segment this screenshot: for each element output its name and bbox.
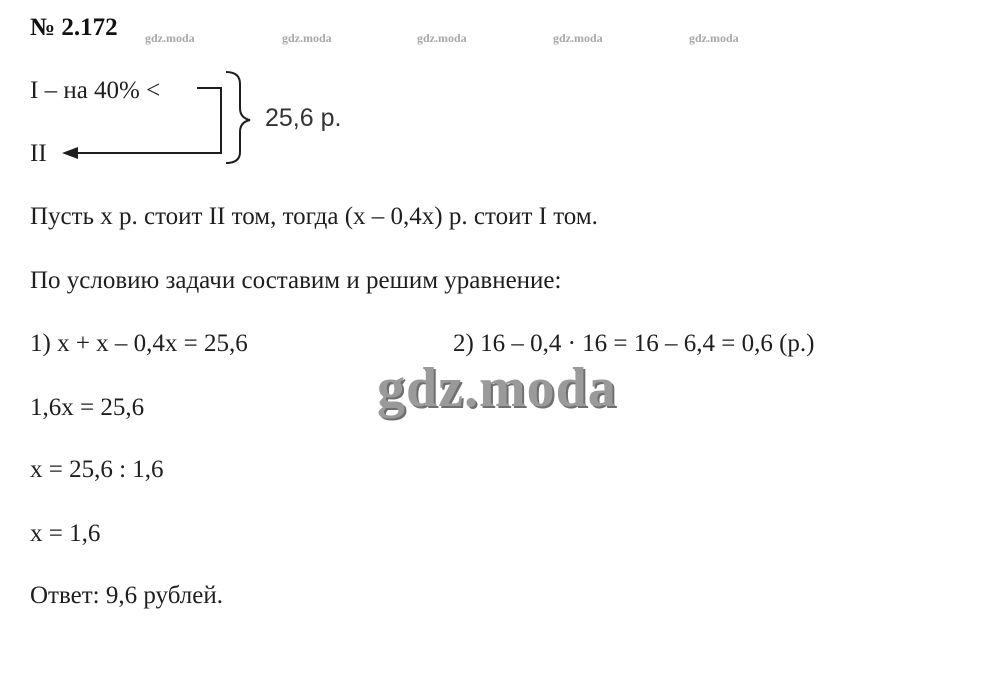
watermark-small: gdz.moda [553,31,603,45]
problem-number: № 2.172 [30,14,118,41]
equation-4: x = 25,6 : 1,6 [30,456,164,483]
watermark-small: gdz.moda [417,31,467,45]
arrow-head [62,147,78,159]
answer-text: Ответ: 9,6 рублей. [30,582,223,609]
watermark-small: gdz.moda [145,31,195,45]
diagram-row-second-volume: II [30,140,47,167]
equation-2: 2) 16 – 0,4 · 16 = 16 – 6,4 = 0,6 (р.) [453,330,815,357]
watermark-large: gdz.moda [377,357,617,419]
text-let: Пусть x р. стоит II том, тогда (x – 0,4x) р. стоит I том. [30,203,598,230]
arrow-shape [72,88,221,153]
diagram-total: 25,6 р. [265,104,342,132]
watermark-small: gdz.moda [282,31,332,45]
equation-5: x = 1,6 [30,520,101,547]
watermark-small: gdz.moda [689,31,739,45]
text-condition: По условию задачи составим и решим уравнение: [30,267,562,294]
curly-brace [226,72,250,163]
equation-1: 1) x + x – 0,4x = 25,6 [30,330,248,357]
diagram-row-first-volume: I – на 40% < [30,77,161,104]
equation-3: 1,6x = 25,6 [30,394,145,421]
